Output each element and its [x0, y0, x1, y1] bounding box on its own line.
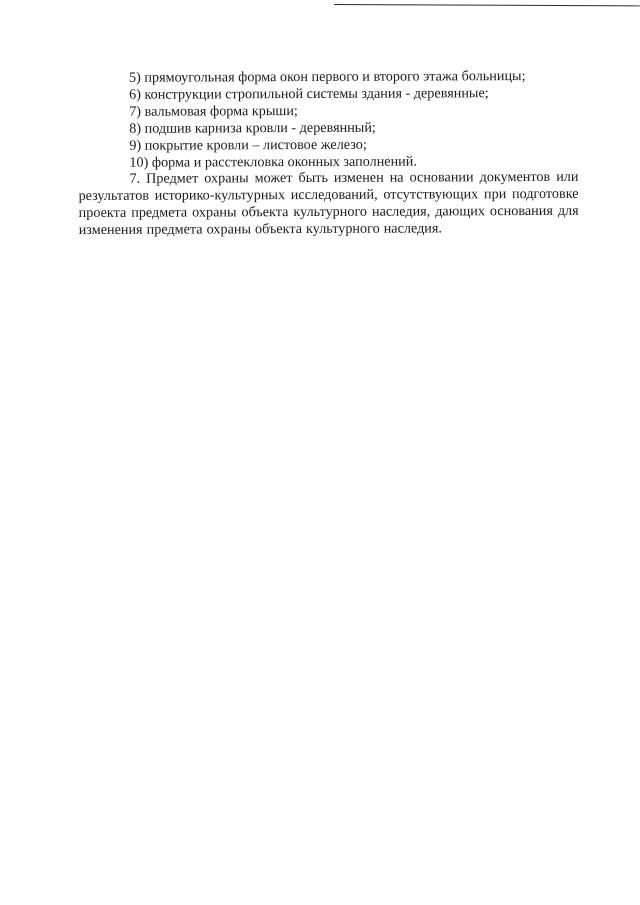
- paragraph-7: 7. Предмет охраны может быть изменен на основании документов или результатов историко-культурных исследований, отсутствующих при подготовке проекта предмета охраны объекта культурного наследия, дающих основания для изменения предмета охраны объекта культурного наследия.: [78, 169, 579, 239]
- top-rule-line: [334, 4, 640, 6]
- list-item: 9) покрытие кровли – листовое железо;: [129, 136, 367, 154]
- list-item: 6) конструкции стропильной системы здания - деревянные;: [129, 85, 489, 103]
- document-body: [78, 68, 579, 239]
- list-item: 8) подшив карниза кровли - деревянный;: [129, 119, 376, 137]
- list-item: 10) форма и расстекловка оконных заполнений.: [129, 153, 417, 171]
- list-item: 5) прямоугольная форма окон первого и второго этажа больницы;: [128, 68, 526, 86]
- list-item: 7) вальмовая форма крыши;: [129, 102, 298, 120]
